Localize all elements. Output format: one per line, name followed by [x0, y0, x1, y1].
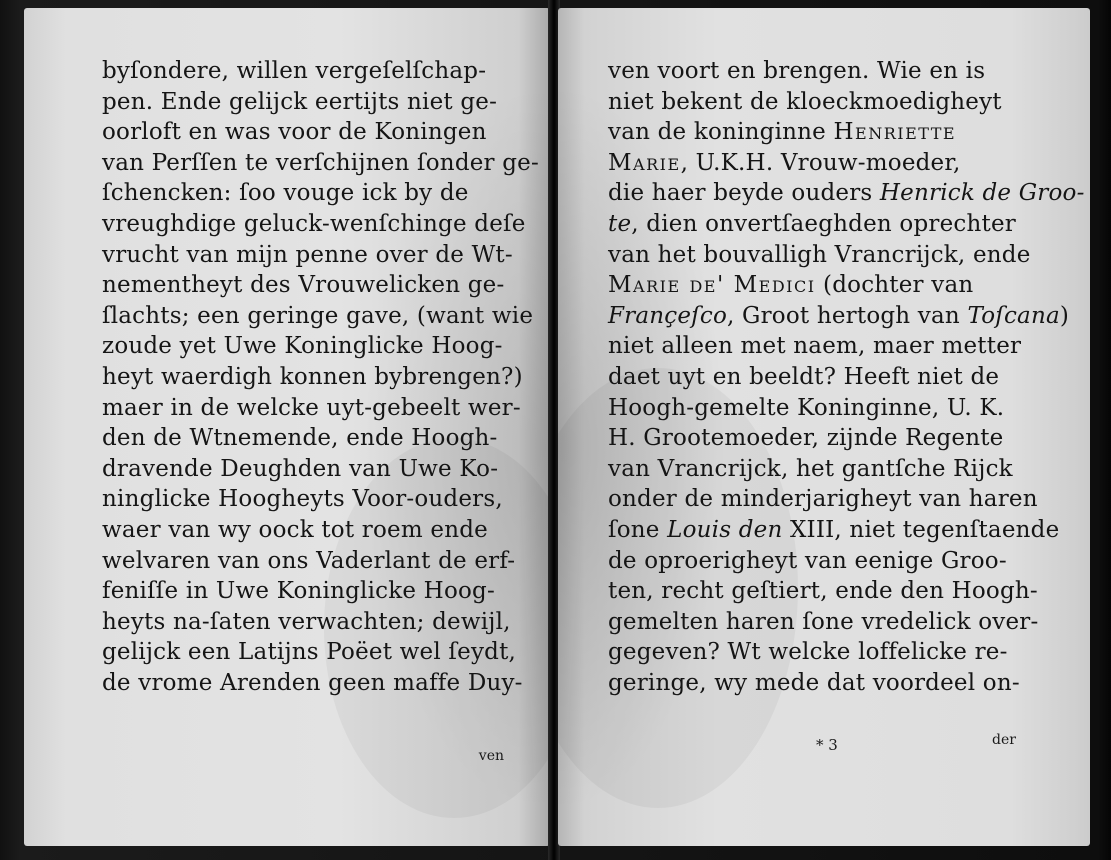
text-line — [608, 87, 1026, 118]
signature-mark: * 3 — [816, 736, 838, 754]
text-line: ſlachts; een geringe gave, (want wie — [102, 302, 534, 329]
left-catchword: ven — [478, 748, 504, 764]
text-run: de oproerigheyt van eenige Groo- — [608, 547, 1007, 574]
text-line: oorloft en was voor de Koningen — [102, 119, 487, 146]
text-line — [608, 668, 1026, 699]
text-line — [608, 637, 1026, 668]
text-run: , dien onvertſaeghden oprechter — [631, 210, 1016, 237]
text-run: Marie de' Medici — [608, 272, 816, 299]
text-run: H. Grootemoeder, zijnde Regente — [608, 425, 1004, 452]
text-line: vreughdige geluck-wenſchinge deſe — [102, 210, 526, 237]
text-line — [608, 240, 1031, 271]
text-run: ſone — [608, 516, 668, 543]
text-line: waer van wy oock tot roem ende — [102, 516, 488, 543]
text-run: geringe, wy mede dat voordeel on- — [608, 669, 1020, 696]
left-text-column — [102, 56, 539, 698]
text-line: byſondere, willen vergeſelſchap- — [102, 58, 487, 84]
text-run: te — [608, 210, 632, 237]
text-line: vrucht van mijn penne over de Wt- — [102, 241, 513, 268]
text-line — [608, 331, 1026, 362]
text-run: Henriette — [833, 119, 957, 146]
right-page — [558, 8, 1090, 846]
text-line: ninglicke Hoogheyts Voor-ouders, — [102, 486, 503, 513]
right-text-column — [608, 56, 1085, 698]
text-line — [608, 209, 1026, 240]
text-line: feniſſe in Uwe Koninglicke Hoog- — [102, 578, 495, 605]
text-run: van Vrancrijck, het gantſche Rijck — [608, 455, 1013, 482]
text-run: , Groot hertogh van — [727, 302, 968, 329]
text-line — [608, 117, 1026, 148]
text-line — [608, 607, 1039, 638]
text-line — [608, 484, 1038, 515]
text-line: nementheyt des Vrouwelicken ge- — [102, 272, 505, 299]
text-run: van het bouvalligh Vrancrijck, ende — [608, 241, 1031, 268]
text-line — [608, 270, 1026, 301]
text-run: gegeven? Wt welcke loffelicke re- — [608, 639, 1008, 666]
text-line — [608, 423, 1026, 454]
text-run: XIII, niet tegenſtaende — [782, 516, 1060, 543]
text-line: heyts na-ſaten verwachten; dewijl, — [102, 608, 511, 635]
text-run: Hoogh-gemelte Koninginne, U. K. — [608, 394, 1005, 421]
text-run: Louis den — [667, 516, 783, 543]
text-line — [608, 393, 1026, 424]
text-line: dravende Deughden van Uwe Ko- — [102, 455, 499, 482]
text-run: Henrick de Groo- — [879, 180, 1085, 207]
text-run: van de koninginne — [608, 119, 834, 146]
text-run: Toſcana — [967, 302, 1060, 329]
text-line: ſchencken: ſoo vouge ick by de — [102, 180, 469, 207]
text-line: gelijck een Latijns Poëet wel ſeydt, — [102, 639, 517, 666]
text-line: maer in de welcke uyt-gebeelt wer- — [102, 394, 521, 421]
text-run: Marie — [608, 149, 681, 176]
text-line: van Perſſen te verſchijnen ſonder ge- — [102, 149, 539, 176]
left-page — [24, 8, 550, 846]
text-line — [608, 546, 1026, 577]
text-run: niet bekent de kloeckmoedigheyt — [608, 88, 1002, 115]
text-run: onder de minderjarigheyt van haren — [608, 486, 1038, 513]
text-line — [608, 362, 1026, 393]
text-line: pen. Ende gelijck eertijts niet ge- — [102, 88, 498, 115]
text-run: ven voort en brengen. Wie en is — [608, 58, 986, 84]
text-line — [608, 301, 1070, 332]
text-line — [608, 515, 1060, 546]
text-line — [608, 454, 1026, 485]
text-run: daet uyt en beeldt? Heeft niet de — [608, 363, 1000, 390]
text-line: zoude yet Uwe Koninglicke Hoog- — [102, 333, 503, 360]
text-run: die haer beyde ouders — [608, 180, 880, 207]
text-line — [608, 576, 1038, 607]
text-line: welvaren van ons Vaderlant de erf- — [102, 547, 516, 574]
text-line — [608, 178, 1085, 209]
text-line — [608, 148, 1026, 179]
text-line: den de Wtnemende, ende Hoogh- — [102, 425, 498, 452]
text-line: heyt waerdigh konnen bybrengen?) — [102, 363, 523, 390]
text-run: (dochter van — [815, 272, 974, 299]
text-run: ) — [1059, 302, 1070, 329]
right-catchword: der — [992, 732, 1016, 748]
text-line: de vrome Arenden geen maffe Duy- — [102, 669, 523, 696]
text-run: Françeſco — [608, 302, 728, 329]
text-run: niet alleen met naem, maer metter — [608, 333, 1022, 360]
text-run: , U.K.H. Vrouw-moeder, — [680, 149, 961, 176]
text-run: gemelten haren ſone vredelick over- — [608, 608, 1039, 635]
text-line — [608, 56, 1026, 87]
text-run: ten, recht geſtiert, ende den Hoogh- — [608, 578, 1038, 605]
